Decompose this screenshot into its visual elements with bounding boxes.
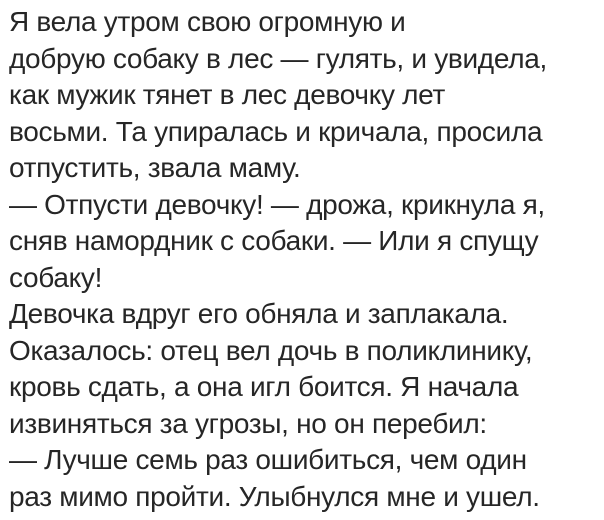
story-line: Девочка вдруг его обняла и заплакала. [9, 298, 509, 329]
story-line: кровь сдать, а она игл боится. Я начала [9, 371, 519, 402]
story-line: добрую собаку в лес — гулять, и увидела, [9, 42, 547, 74]
story-text [9, 4, 600, 515]
story-line: раз мимо пройти. Улыбнулся мне и ушел. [9, 480, 540, 512]
story-line: как мужик тянет в лес девочку лет [9, 79, 446, 110]
story-line: отпустить, звала маму. [9, 152, 301, 183]
story-line: восьми. Та упиралась и кричала, просила [9, 115, 543, 147]
story-line: Оказалось: отец вел дочь в поликлинику, [9, 334, 533, 366]
story-line: — Лучше семь раз ошибиться, чем один [9, 444, 527, 475]
story-line: — Отпусти девочку! — дрожа, крикнула я, [9, 188, 545, 220]
story-line: собаку! [9, 261, 103, 293]
story-line: Я вела утром свою огромную и [9, 6, 406, 37]
story-line: сняв намордник с собаки. — Или я спущу [9, 225, 539, 256]
story-line: извиняться за угрозы, но он перебил: [9, 407, 487, 439]
